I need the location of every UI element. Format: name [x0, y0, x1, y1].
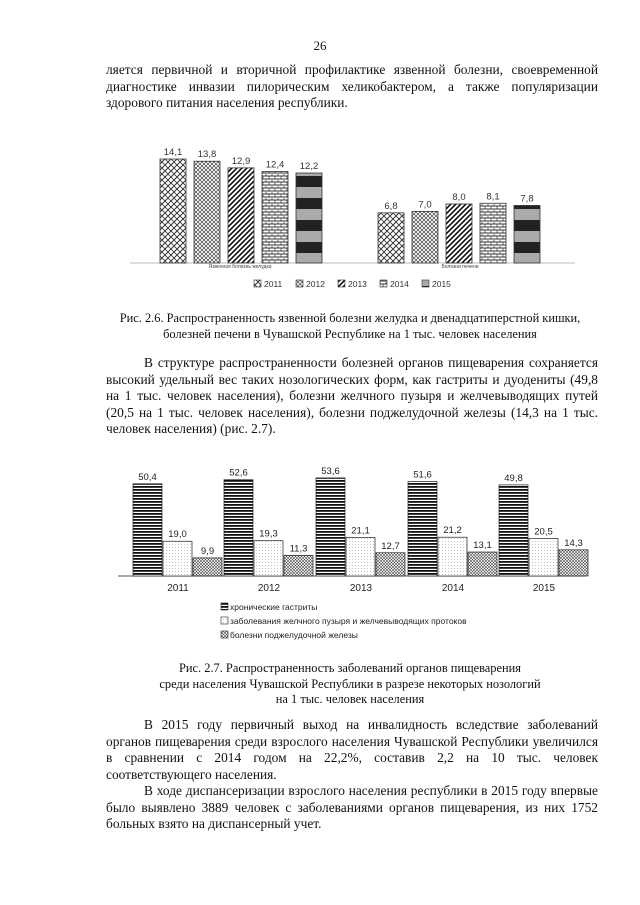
category-label: 2015	[532, 583, 556, 594]
legend-label: хронические гастриты	[230, 602, 318, 612]
data-label: 8,0	[452, 192, 466, 203]
bar-2012-series-0	[224, 480, 253, 576]
data-label: 12,9	[231, 155, 251, 167]
bar-2011-series-1	[163, 541, 192, 576]
bar-2012-series-2	[284, 555, 313, 576]
data-label: 21,1	[351, 525, 370, 537]
paragraph-structure: В структуре распространенности болезней органов пищеварения сохраняется высокий удельный вес таких нозологических форм, как гастриты и дуодениты (49,8 на 1 тыс. человек населения), болезни желчного пузыря и желчевыводящих путей (20,5 на 1 тыс. человек населения), болезни поджелудочной железы (14,3 на 1 тыс. человек населения) (рис. 2.7).	[106, 355, 598, 437]
data-label: 12,2	[299, 161, 319, 173]
data-label: 50,4	[138, 471, 157, 483]
data-label: 12,4	[265, 159, 285, 171]
data-label: 14,3	[564, 537, 583, 549]
data-label: 20,5	[534, 526, 553, 538]
category-label: Болезни печени	[441, 264, 479, 270]
data-label: 8,1	[486, 191, 500, 203]
bar-2011-series-0	[133, 484, 162, 576]
legend-label: 2014	[390, 279, 409, 289]
caption-line: болезней печени в Чувашской Республике на 1 тыс. человек населения	[163, 326, 537, 341]
data-label: 14,1	[163, 147, 183, 159]
bar-2013-series-2	[376, 553, 405, 576]
legend-label: 2013	[348, 279, 367, 289]
legend-label: заболевания желчного пузыря и желчевыводящих протоков	[230, 616, 467, 626]
legend-label: 2011	[264, 279, 283, 289]
bar-2014-series-0	[408, 482, 437, 576]
data-label: 13,8	[197, 149, 217, 161]
bar-2015-series-2	[559, 550, 588, 576]
bar-2013-series-1	[346, 537, 375, 576]
legend-label: 2015	[432, 279, 451, 289]
bar-2015-series-0	[499, 485, 528, 576]
legend-label: 2012	[306, 279, 325, 289]
data-label: 53,6	[321, 465, 340, 477]
legend-swatch	[221, 617, 228, 624]
caption-line: Рис. 2.7. Распространенность заболеваний органов пищеварения	[179, 661, 521, 675]
data-label: 6,8	[384, 200, 398, 212]
data-label: 21,2	[443, 525, 462, 537]
bar-2012-series-1	[254, 541, 283, 576]
legend-swatch	[221, 631, 228, 638]
caption-line: среди населения Чувашской Республики в разрезе некоторых нозологий	[159, 676, 541, 691]
chart2-legend	[221, 602, 467, 640]
bar-2014-series-1	[438, 537, 467, 576]
bar-2011-series-2	[193, 558, 222, 576]
category-label: 2013	[349, 583, 373, 594]
legend-label: болезни поджелудочной железы	[230, 630, 358, 640]
paragraph-intro: ляется первичной и вторичной профилактике язвенной болезни, своевременной диагностике инвазии пилорическим хеликобактером, а также популяризации здорового питания населения республики.	[106, 62, 598, 111]
data-label: 9,9	[200, 545, 215, 557]
data-label: 7,8	[520, 193, 534, 205]
caption-line: Рис. 2.6. Распространенность язвенной болезни желудка и двенадцатиперстной кишки,	[119, 311, 581, 325]
category-label: Язвенная болезнь желудка	[208, 264, 272, 270]
paragraph-disability: В 2015 году первичный выход на инвалидность вследствие заболеваний органов пищеварения среди взрослого населения Чувашской Республики увеличился в сравнении с 2014 годом на 22,2%, составив 2,2 на 10 тыс. человек соответствующего населения.	[106, 717, 598, 782]
data-label: 7,0	[418, 199, 432, 211]
category-label: 2014	[441, 583, 465, 594]
bar-2013-series-0	[316, 478, 345, 576]
category-label: 2012	[257, 583, 281, 594]
data-label: 19,3	[259, 528, 278, 540]
data-label: 13,1	[473, 540, 492, 552]
data-label: 52,6	[229, 467, 248, 479]
caption-line: на 1 тыс. человек населения	[275, 692, 425, 706]
data-label: 11,3	[289, 543, 308, 555]
bar-2014-series-2	[468, 552, 497, 576]
data-label: 19,0	[168, 529, 187, 541]
legend-swatch	[221, 603, 228, 610]
bar-2015-series-1	[529, 538, 558, 576]
data-label: 49,8	[504, 472, 523, 484]
paragraph-screening: В ходе диспансеризации взрослого населения республики в 2015 году впервые было выявлено 3889 человек с заболеваниями органов пищеварения, из них 1752 больных взято на диспансерный учет.	[106, 783, 598, 832]
page-number: 26	[313, 38, 327, 53]
figure-2-7-caption	[80, 661, 620, 708]
data-label: 51,6	[413, 469, 432, 481]
category-label: 2011	[167, 583, 189, 594]
data-label: 12,7	[381, 540, 400, 552]
